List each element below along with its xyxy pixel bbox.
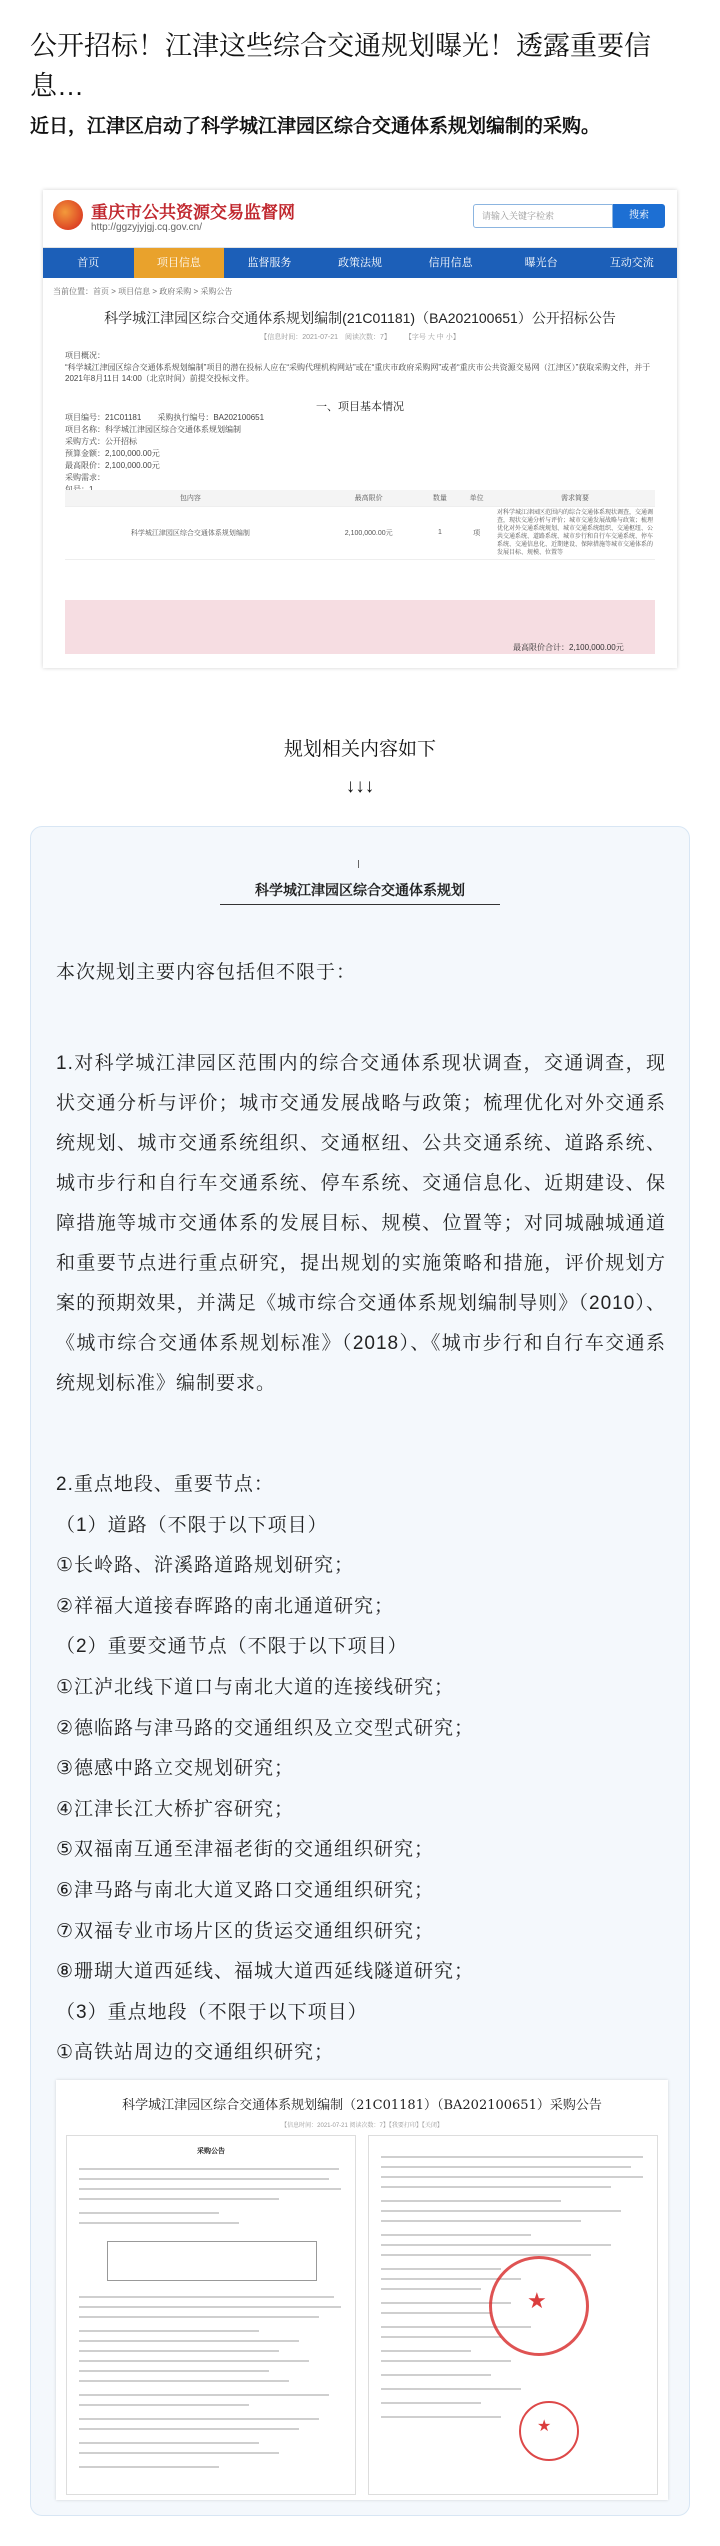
table-cell: 1	[422, 506, 459, 559]
tender-notice-screenshot	[43, 190, 677, 668]
doc-mini-table	[107, 2241, 317, 2281]
table-header: 最高限价	[316, 490, 422, 506]
list-item: ⑦双福专业市场片区的货运交通组织研究；	[56, 1920, 435, 1942]
list-item: 2.重点地段、重要节点：	[56, 1474, 274, 1495]
list-item: ②祥福大道接春晖路的南北通道研究；	[56, 1595, 395, 1617]
doc-heading: 科学城江津园区综合交通体系规划	[255, 883, 465, 899]
site-header	[43, 190, 677, 248]
table-row	[65, 506, 655, 559]
doc-page-heading: 采购公告	[197, 2148, 225, 2155]
notice-overview	[65, 350, 655, 385]
list-item: ①高铁站周边的交通组织研究；	[56, 2042, 335, 2064]
field-line: 采购方式：公开招标	[65, 437, 137, 446]
table-header: 需求简要	[495, 490, 655, 506]
table-cell: 2,100,000.00元	[316, 506, 422, 559]
body-paragraph-1: 1.对科学城江津园区范围内的综合交通体系现状调查，交通调查，现状交通分析与评价；城市交通发展战略与政策；梳理优化对外交通系统规划、城市交通系统组织、交通枢纽、公共交通系统、道路系统、城市步行和自行车交通系统、停车系统、交通信息化、近期建设、保障措施等城市交通体系的发展目标、规模、位置等；对同城融城通道和重要节点进行重点研究，提出规划的实施策略和措施，评价规划方案的预期效果，并满足《城市综合交通体系规划编制导则》（2010）、《城市综合交通体系规划标准》（2018）、《城市步行和自行车交通系统规划标准》编制要求。	[56, 1053, 666, 1394]
field-line: 采购需求：	[65, 473, 105, 482]
list-item: （1）道路（不限于以下项目）	[56, 1514, 328, 1536]
overview-text: “科学城江津园区综合交通体系规划编制”项目的潜在投标人应在“采购代理机构网站”或在“重庆市政府采购网”或者“重庆市公共资源交易网（江津区）”获取采购文件，并于 2021年8月11日 14:00（北京时间）前提交投标文件。	[65, 362, 651, 383]
site-nav-item-active: 项目信息	[134, 248, 225, 278]
table-header: 单位	[458, 490, 495, 506]
list-item: ⑧珊瑚大道西延线、福城大道西延线隧道研究；	[56, 1961, 475, 1983]
body-lead: 本次规划主要内容包括但不限于：	[56, 962, 357, 983]
site-search-input: 请输入关键字检索	[473, 204, 613, 228]
doc-page-right	[368, 2135, 658, 2495]
table-header: 数量	[422, 490, 459, 506]
site-logo-icon	[53, 200, 83, 230]
field-line: 项目名称：科学城江津园区综合交通体系规划编制	[65, 425, 241, 434]
site-nav-item: 政策法规	[338, 257, 383, 269]
doc-title: 科学城江津园区综合交通体系规划编制（21C01181）（BA202100651）采购公告	[122, 2098, 602, 2113]
breadcrumb: 当前位置：首页 > 项目信息 > 政府采购 > 采购公告	[53, 287, 233, 296]
doc-tick-mark	[358, 860, 359, 868]
site-nav-item: 信用信息	[428, 257, 473, 269]
site-nav-item: 曝光台	[524, 257, 558, 269]
list-item: ⑥津马路与南北大道叉路口交通组织研究；	[56, 1879, 435, 1901]
overview-label: 项目概况：	[65, 351, 105, 360]
field-line: 项目编号：21C01181 采购执行编号：BA202100651	[65, 413, 265, 422]
list-item: ③德感中路立交规划研究；	[56, 1758, 295, 1780]
notice-meta: 【信息时间：2021-07-21 阅读次数：7】 【字号 大 中 小】	[260, 334, 460, 341]
list-item: ⑤双福南互通至津福老街的交通组织研究；	[56, 1839, 435, 1861]
table-cell: 科学城江津园区综合交通体系规划编制	[65, 506, 316, 559]
list-item: ①江泸北线下道口与南北大道的连接线研究；	[56, 1676, 455, 1698]
list-item: （3）重点地段（不限于以下项目）	[56, 2001, 368, 2023]
table-header: 包内容	[65, 490, 316, 506]
doc-page-left	[66, 2135, 356, 2495]
key-points-list	[56, 1465, 666, 2115]
procurement-notice-screenshot	[56, 2080, 668, 2500]
list-item: ①长岭路、浒溪路道路规划研究；	[56, 1555, 355, 1577]
site-url: http://ggzyjyjgj.cq.gov.cn/	[91, 222, 202, 233]
section-heading: 一、项目基本情况	[316, 401, 404, 413]
list-item: ②德临路与津马路的交通组织及立交型式研究；	[56, 1717, 475, 1739]
doc-underline	[220, 904, 500, 905]
field-line: 最高限价：2,100,000.00元	[65, 461, 160, 470]
doc-meta: 【信息时间：2021-07-21 阅读次数：7】【我要打印】【关闭】	[281, 2123, 443, 2129]
site-nav-item: 首页	[77, 257, 100, 269]
site-search-button: 搜索	[613, 204, 665, 228]
down-arrows: ↓↓↓	[345, 776, 375, 797]
article-headline: 公开招标！江津这些综合交通规划曝光！透露重要信息…	[30, 31, 651, 101]
site-nav	[43, 248, 677, 278]
notice-title: 科学城江津园区综合交通体系规划编制(21C01181)（BA202100651）公开招标公告	[104, 310, 616, 326]
list-item: ④江津长江大桥扩容研究；	[56, 1798, 295, 1820]
table-cell: 对科学城江津园区范围内的综合交通体系现状调查，交通调查，现状交通分析与评价；城市交通发展战略与政策；梳理优化对外交通系统规划、城市交通系统组织、交通枢纽、公共交通系统、道路系统、城市步行和自行车交通系统、停车系统、交通信息化、近期建设、保障措施等城市交通体系的发展目标、规模、位置等	[495, 506, 655, 559]
site-nav-item: 监督服务	[247, 257, 292, 269]
table-cell: 项	[458, 506, 495, 559]
project-fields	[65, 412, 264, 496]
requirement-table	[65, 490, 655, 560]
seal-star-small-icon: ★	[537, 2418, 552, 2435]
site-nav-item: 互动交流	[609, 257, 654, 269]
field-line: 预算金额：2,100,000.00元	[65, 449, 160, 458]
seal-star-icon: ★	[527, 2288, 547, 2313]
total-limit: 最高限价合计：2,100,000.00元	[513, 643, 624, 652]
list-item: （2）重要交通节点（不限于以下项目）	[56, 1636, 408, 1658]
article-intro: 近日，江津区启动了科学城江津园区综合交通体系规划编制的采购。	[30, 116, 601, 137]
site-name: 重庆市公共资源交易监督网	[91, 203, 295, 222]
section-label: 规划相关内容如下	[283, 739, 436, 760]
